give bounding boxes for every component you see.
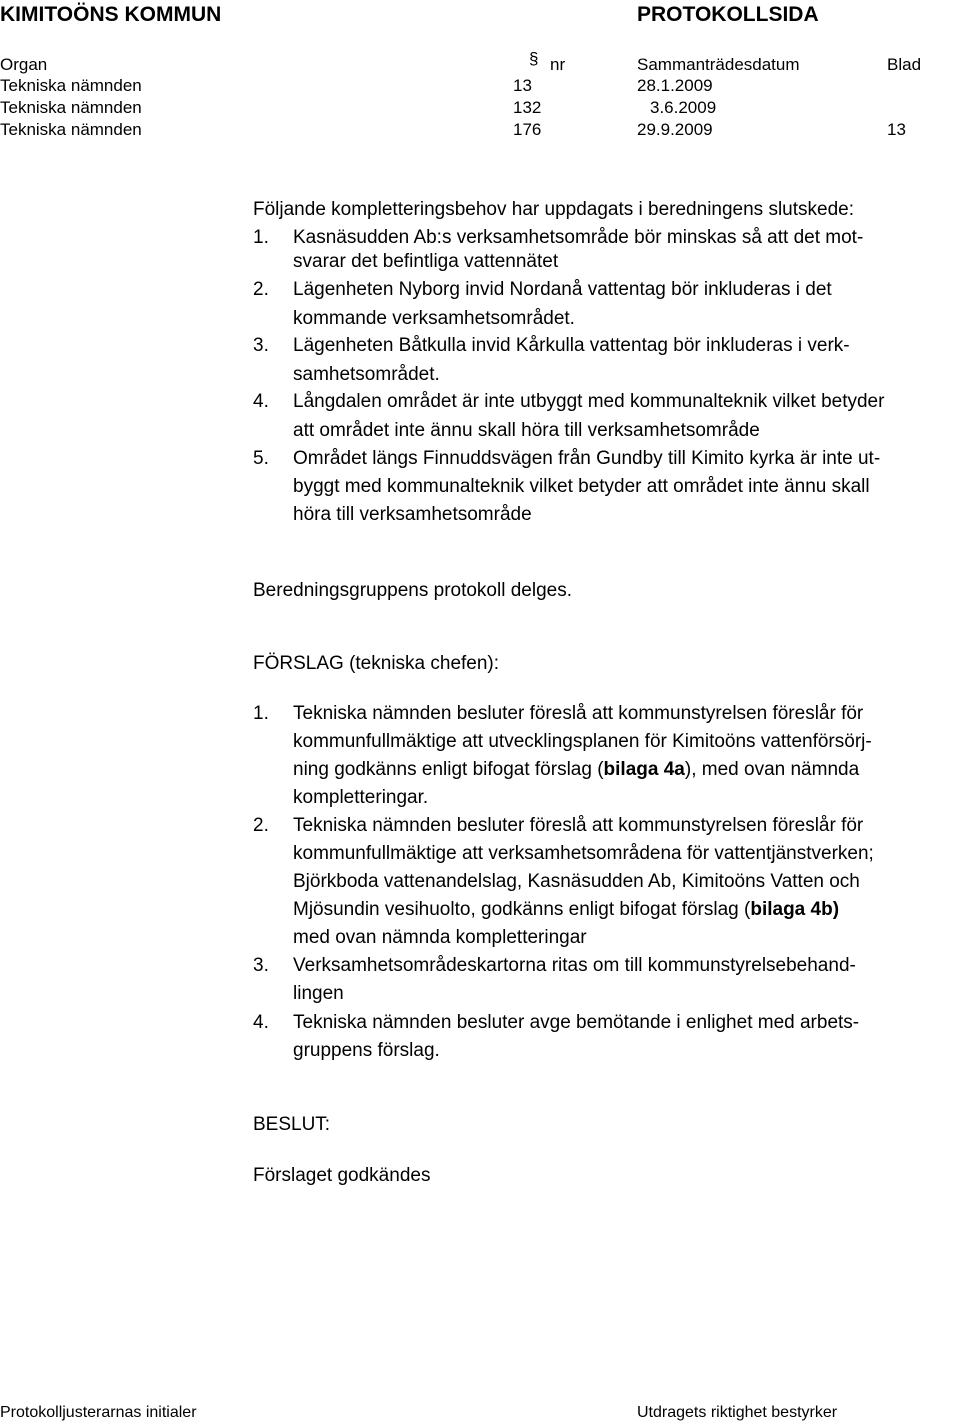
proposal-number: 1. <box>253 703 269 724</box>
proposal-number: 2. <box>253 815 269 836</box>
proposal-line: kommunfullmäktige att verksamhetsområdena för vattentjänstverken; <box>293 843 874 864</box>
need-line: att området inte ännu skall höra till verksamhetsområde <box>293 420 760 441</box>
intro-text: Följande kompletteringsbehov har uppdagats i beredningens slutskede: <box>253 199 855 220</box>
attachment-ref: bilaga 4a <box>603 759 685 780</box>
proposal-line: Björkboda vattenandelslag, Kasnäsudden Ab, Kimitoöns Vatten och <box>293 871 860 892</box>
row-page: 13 <box>887 120 906 139</box>
decision-heading: BESLUT: <box>253 1114 331 1135</box>
proposal-line <box>293 899 839 921</box>
proposal-line: Tekniska nämnden besluter avge bemötande i enlighet med arbets- <box>293 1012 860 1033</box>
need-line: Kasnäsudden Ab:s verksamhetsområde bör minskas så att det mot- <box>293 227 864 248</box>
proposal-text: ning godkänns enligt bifogat förslag ( <box>293 759 604 780</box>
decision-text: Förslaget godkändes <box>253 1165 431 1186</box>
need-number: 1. <box>253 227 269 248</box>
proposal-line <box>293 759 859 781</box>
footer-initials-label: Protokolljusterarnas initialer <box>0 1404 197 1421</box>
need-number: 4. <box>253 391 269 412</box>
delivery-text: Beredningsgruppens protokoll delges. <box>253 580 572 601</box>
proposal-line: kommunfullmäktige att utvecklingsplanen för Kimitoöns vattenförsörj- <box>293 731 872 752</box>
row-nr: 132 <box>513 98 542 117</box>
row-nr: 176 <box>513 120 542 139</box>
footer-certification-label: Utdragets riktighet bestyrker <box>637 1404 838 1421</box>
need-line: byggt med kommunalteknik vilket betyder att området inte ännu skall <box>293 476 870 497</box>
row-organ: Tekniska nämnden <box>0 98 142 117</box>
column-page: Blad <box>887 55 922 74</box>
row-date: 28.1.2009 <box>637 76 713 95</box>
column-date: Sammanträdesdatum <box>637 55 800 74</box>
proposal-line: kompletteringar. <box>293 787 429 808</box>
proposal-number: 4. <box>253 1012 269 1033</box>
proposal-line: lingen <box>293 983 344 1004</box>
need-line: Långdalen området är inte utbyggt med kommunalteknik vilket betyder <box>293 391 885 412</box>
row-date: 3.6.2009 <box>650 98 717 117</box>
need-line: Området längs Finnuddsvägen från Gundby till Kimito kyrka är inte ut- <box>293 448 881 469</box>
need-number: 3. <box>253 335 269 356</box>
proposal-line: Verksamhetsområdeskartorna ritas om till kommunstyrelsebehand- <box>293 955 856 976</box>
need-line: samhetsområdet. <box>293 364 440 385</box>
page-type: PROTOKOLLSIDA <box>637 3 819 26</box>
column-organ: Organ <box>0 55 48 74</box>
proposal-line: gruppens förslag. <box>293 1040 440 1061</box>
proposal-text: ), med ovan nämnda <box>684 759 860 780</box>
row-organ: Tekniska nämnden <box>0 120 142 139</box>
attachment-ref: bilaga 4b) <box>750 899 840 920</box>
need-line: kommande verksamhetsområdet. <box>293 308 575 329</box>
need-line: Lägenheten Nyborg invid Nordanå vattentag bör inkluderas i det <box>293 279 832 300</box>
proposal-line: Tekniska nämnden besluter föreslå att kommunstyrelsen föreslår för <box>293 703 864 724</box>
proposal-number: 3. <box>253 955 269 976</box>
need-line: svarar det befintliga vattennätet <box>293 251 559 272</box>
row-organ: Tekniska nämnden <box>0 76 142 95</box>
proposal-text: Mjösundin vesihuolto, godkänns enligt bifogat förslag ( <box>293 899 751 920</box>
row-date: 29.9.2009 <box>637 120 713 139</box>
proposal-line: Tekniska nämnden besluter föreslå att kommunstyrelsen föreslår för <box>293 815 864 836</box>
need-number: 5. <box>253 448 269 469</box>
section-symbol: § <box>529 49 539 68</box>
proposal-line: med ovan nämnda kompletteringar <box>293 927 587 948</box>
column-nr: nr <box>550 55 566 74</box>
proposal-heading: FÖRSLAG (tekniska chefen): <box>253 653 500 674</box>
need-line: Lägenheten Båtkulla invid Kårkulla vattentag bör inkluderas i verk- <box>293 335 850 356</box>
row-nr: 13 <box>513 76 532 95</box>
need-number: 2. <box>253 279 269 300</box>
need-line: höra till verksamhetsområde <box>293 504 532 525</box>
municipality-name: KIMITOÖNS KOMMUN <box>0 3 222 26</box>
